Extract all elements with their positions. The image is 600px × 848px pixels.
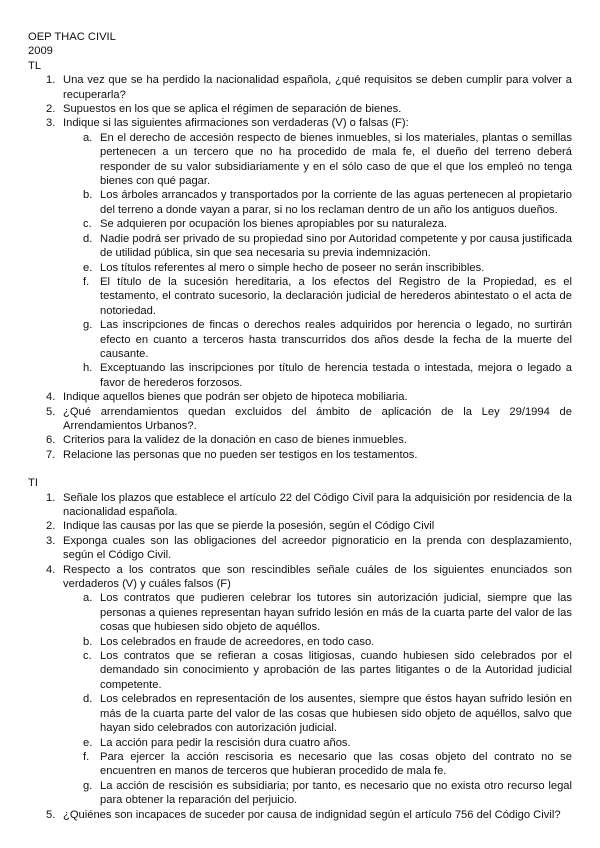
statement-item [28,275,572,318]
statement-item [28,232,572,261]
question-item [28,563,572,592]
statement-letter: d. [83,693,93,706]
statement-text: Exceptuando las inscripciones por título de herencia testada o intestada, mejora o legado a favor de herederos forzosos. [100,362,572,389]
statement-letter: b. [83,635,93,648]
question-number: 2. [46,520,56,533]
question-number: 3. [46,117,56,130]
section-label: TL [28,59,42,72]
statement-text: Las inscripciones de fincas o derechos reales adquiridos por herencia o legado, no surtirán efecto en cuanto a terceros hasta transcurridos dos años desde la fecha de la muerte del causante. [100,319,572,360]
question-text: Señale los plazos que establece el artículo 22 del Código Civil para la adquisición por residencia de la nacionalidad española. [63,491,572,518]
header-year: 2009 [28,45,53,58]
question-item [28,433,572,447]
section-label: TI [28,477,38,490]
question-item [28,405,572,434]
question-item [28,534,572,563]
question-number: 2. [46,103,56,116]
statement-letter: a. [83,131,93,144]
statement-letter: h. [83,362,93,375]
statement-text: Los árboles arrancados y transportados por la corriente de las aguas pertenecen al propietario del terreno a donde vayan a parar, si no los reclaman dentro de un año los antiguos dueños. [100,189,572,216]
statement-item [28,736,572,750]
statement-letter: f. [83,275,90,288]
statement-letter: g. [83,779,93,792]
question-text: Indique si las siguientes afirmaciones son verdaderas (V) o falsas (F): [63,117,409,130]
question-item [28,390,572,404]
statement-letter: c. [83,218,92,231]
statement-item [28,635,572,649]
statement-item [28,131,572,189]
question-text: Respecto a los contratos que son rescindibles señale cuáles de los siguientes enunciados son verdaderos (V) y cuáles falsos (F) [63,563,572,591]
question-text: Supuestos en los que se aplica el régimen de separación de bienes. [63,103,402,116]
statement-item [28,750,572,779]
question-item [28,73,572,102]
section-spacer [28,462,572,476]
question-text: Criterios para la validez de la donación en caso de bienes inmuebles. [63,434,407,447]
question-item [28,808,572,822]
question-item [28,116,572,130]
question-text: Indique las causas por las que se pierde la posesión, según el Código Civil [63,520,435,533]
document-header [28,30,572,59]
question-number: 1. [46,491,56,504]
statement-text: En el derecho de accesión respecto de bienes inmuebles, si los materiales, plantas o semillas pertenecen a un tercero que no ha procedido de mala fe, el dueño del terreno deberá responder de su valor subsidiariamente y en el sólo caso de que el que los empleó no tenga bienes con qué pagar. [100,131,572,188]
statement-letter: e. [83,261,93,274]
question-item [28,519,572,533]
sections-container [28,59,572,822]
statement-text: Los contratos que pudieren celebrar los tutores sin autorización judicial, siempre que las personas a quienes representan hayan sufrido lesión en más de la cuarta parte del valor de las cosas que hubiesen sido objeto de aquéllos. [100,592,572,634]
question-text: Una vez que se ha perdido la nacionalidad española, ¿qué requisitos se deben cumplir para volver a recuperarla? [63,74,572,101]
statement-item [28,261,572,275]
statement-text: La acción para pedir la rescisión dura cuatro años. [100,736,351,749]
question-number: 4. [46,563,56,576]
question-number: 5. [46,808,56,821]
statement-item [28,361,572,390]
question-number: 7. [46,448,56,461]
section [28,476,572,822]
question-text: ¿Qué arrendamientos quedan excluidos del ámbito de aplicación de la Ley 29/1994 de Arrendamientos Urbanos?. [63,405,572,432]
question-item [28,491,572,520]
question-text: ¿Quiénes son incapaces de suceder por causa de indignidad según el artículo 756 del Código Civil? [63,808,561,821]
statement-item [28,318,572,361]
statement-letter: b. [83,189,93,202]
question-item [28,102,572,116]
statement-item [28,188,572,217]
question-item [28,448,572,462]
statement-text: El título de la sucesión hereditaria, a los efectos del Registro de la Propiedad, es el testamento, el contrato sucesorio, la declaración judicial de herederos abintestato o el acta de notoriedad. [100,275,572,317]
question-number: 6. [46,434,56,447]
statement-text: Los celebrados en fraude de acreedores, en todo caso. [100,635,375,648]
question-text: Relacione las personas que no pueden ser testigos en los testamentos. [63,448,418,461]
statement-text: Nadie podrá ser privado de su propiedad sino por Autoridad competente y por causa justificada de utilidad pública, sin que sea necesaria su previa indemnización. [100,232,572,260]
statement-text: Para ejercer la acción rescisoria es necesario que las cosas objeto del contrato no se encuentren en manos de terceros que hubieran procedido de mala fe. [100,750,572,778]
statement-item [28,779,572,808]
statement-text: Los celebrados en representación de los ausentes, siempre que éstos hayan sufrido lesión en más de la cuarta parte del valor de las cosas que hubiesen sido objeto de aquéllos, salvo que hayan sido celebrados con autorización judicial. [100,693,572,735]
question-text: Indique aquellos bienes que podrán ser objeto de hipoteca mobiliaria. [63,391,408,404]
question-number: 3. [46,534,56,547]
statement-item [28,649,572,692]
question-list [28,491,572,822]
statement-text: La acción de rescisión es subsidiaria; por tanto, es necesario que no exista otro recurso legal para obtener la reparación del perjuicio. [100,779,572,807]
header-title: OEP THAC CIVIL [28,31,116,43]
question-list [28,73,572,462]
section [28,59,572,462]
statement-letter: e. [83,736,93,749]
question-number: 1. [46,74,56,87]
statement-item [28,692,572,735]
question-text: Exponga cuales son las obligaciones del acreedor pignoraticio en la prenda con desplazamiento, según el Código Civil. [63,534,572,562]
statement-letter: f. [83,750,90,763]
statement-letter: a. [83,592,93,605]
statement-text: Los contratos que se refieran a cosas litigiosas, cuando hubiesen sido celebrados por el demandado sin conocimiento y aprobación de las partes litigantes o de la Autoridad judicial competente. [100,650,572,691]
question-number: 4. [46,391,56,404]
statement-text: Los títulos referentes al mero o simple hecho de poseer no serán inscribibles. [100,261,485,274]
statement-text: Se adquieren por ocupación los bienes apropiables por su naturaleza. [100,218,448,231]
statement-letter: c. [83,650,92,663]
statement-item [28,591,572,634]
statement-item [28,217,572,231]
question-number: 5. [46,405,56,418]
statement-letter: d. [83,232,93,245]
statement-letter: g. [83,319,93,332]
